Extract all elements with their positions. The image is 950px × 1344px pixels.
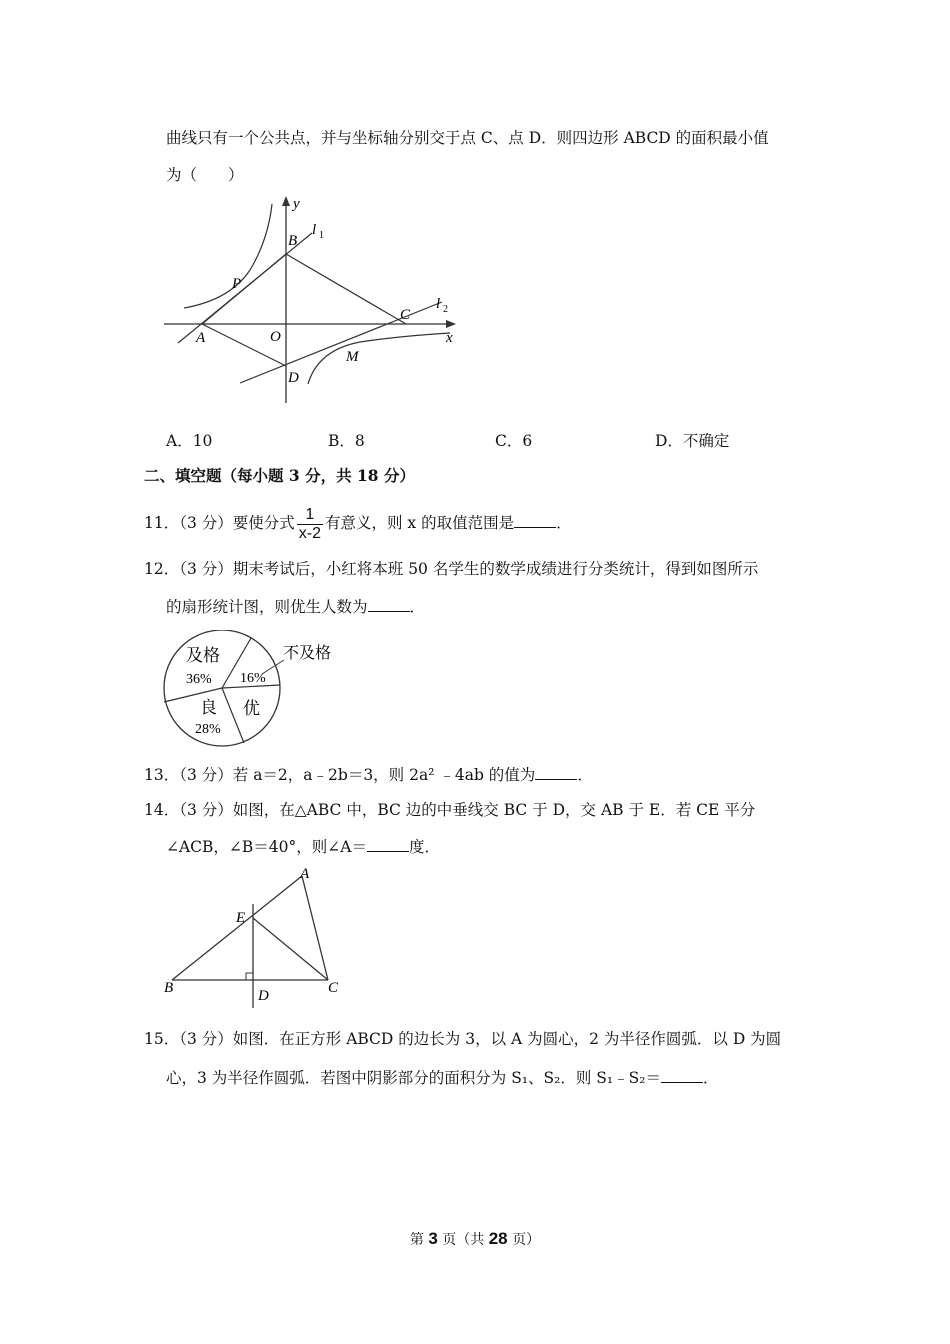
fig-label-C: C [400,307,411,323]
q14-line2-text: ∠ACB，∠B＝40°，则∠A＝ [166,838,367,856]
fig-label-x: x [446,330,453,346]
footer-mid: 页（共 [437,1232,489,1248]
q11 [144,505,572,543]
q10-option-b: B．8 [328,432,365,450]
fig-label-D: D [288,370,299,386]
q12-pie-chart [160,630,350,752]
q13 [144,765,593,785]
fig-label-P: P [232,276,242,292]
fig-label-y: y [293,196,300,212]
q12-answer-blank[interactable] [368,597,410,612]
pie-good-pct: 28% [195,722,221,737]
fig-label-l1-sub: 1 [319,230,324,241]
q10-line2: 为（ ） [166,166,244,184]
tri-label-C: C [328,980,339,996]
q11-prefix: 11．（3 分）要使分式 [144,514,295,532]
footer-page-number: 3 [428,1229,438,1248]
q13-answer-blank[interactable] [535,765,577,780]
pie-fail-label: 不及格 [283,643,332,662]
footer-post: 页） [507,1232,541,1248]
q10-option-a: A．10 [166,432,213,450]
section-title: 二、填空题（每小题 3 分，共 18 分） [144,466,415,485]
q12-line2-text: 的扇形统计图，则优生人数为 [166,598,368,616]
tri-label-D: D [258,988,269,1004]
q15-answer-blank[interactable] [661,1068,703,1083]
footer-pre: 第 [409,1232,429,1248]
q13-text: 13．（3 分）若 a＝2，a﹣2b＝3，则 2a² ﹣4ab 的值为 [144,766,536,784]
q10-option-d: D．不确定 [655,432,730,450]
q10-option-c: C．6 [495,432,533,450]
q14-end: 度． [408,838,440,856]
q12-line1: 12．（3 分）期末考试后，小红将本班 50 名学生的数学成绩进行分类统计，得到如图所示 [144,560,759,578]
pie-good-label: 良 [200,698,217,718]
q10-line1: 曲线只有一个公共点，并与坐标轴分别交于点 C、点 D．则四边形 ABCD 的面积最小值 [166,129,769,147]
q15-line2 [166,1068,719,1088]
q11-fraction [297,506,323,543]
tri-label-B: B [164,980,174,996]
fig-label-l2: l [436,296,441,312]
fig-label-A: A [196,330,206,346]
q14-line1: 14．（3 分）如图，在△ABC 中，BC 边的中垂线交 BC 于 D，交 AB 于 E．若 CE 平分 [144,801,756,819]
pie-pass-pct: 36% [186,672,212,687]
q11-den: x-2 [298,524,321,542]
fig-label-l1: l [312,222,317,238]
q15-line1: 15．（3 分）如图．在正方形 ABCD 的边长为 3，以 A 为圆心，2 为半径作圆弧．以 D 为圆 [144,1030,782,1048]
q15-line2-text: 心，3 为半径作圆弧．若图中阴影部分的面积分为 S₁、S₂．则 S₁﹣S₂＝ [166,1069,661,1087]
footer-total-pages: 28 [488,1229,508,1248]
fig-label-B: B [288,233,298,249]
q14-line2 [166,837,440,857]
pie-fail-pct: 16% [240,671,266,686]
pie-excellent-label: 优 [243,699,260,719]
fig-label-M: M [346,349,359,365]
q14-triangle-figure [160,862,360,1012]
q12-line2 [166,597,425,617]
q11-end: ． [556,514,572,532]
q11-answer-blank[interactable] [514,513,556,528]
pie-pass-label: 及格 [186,646,220,666]
tri-label-E: E [236,910,246,926]
q13-end: ． [577,766,593,784]
page-footer [0,1229,950,1250]
q11-suffix: 有意义，则 x 的取值范围是 [325,514,515,532]
q11-num: 1 [305,505,315,523]
q10-figure [160,190,470,410]
tri-label-A: A [300,866,310,882]
fig-label-l2-sub: 2 [443,304,448,315]
q12-end: ． [409,598,426,616]
q15-end: ． [702,1069,719,1087]
fig-label-O: O [270,329,281,345]
q14-answer-blank[interactable] [367,837,409,852]
